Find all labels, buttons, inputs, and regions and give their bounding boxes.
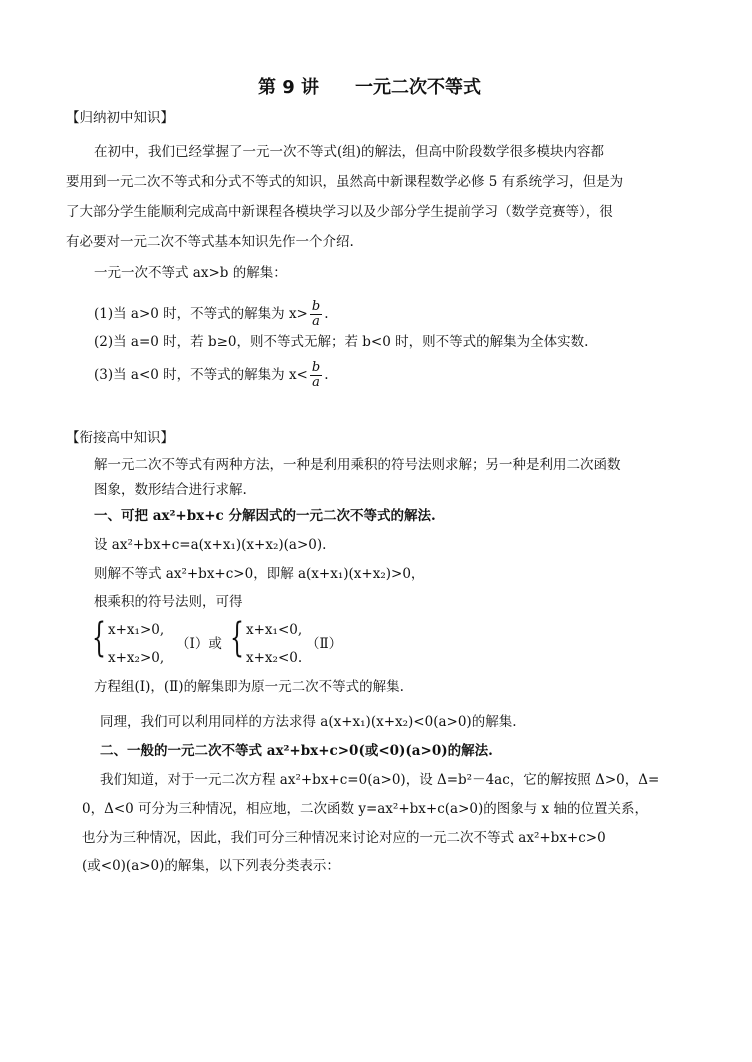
paragraph-line: 图象，数形结合进行求解.: [94, 482, 247, 498]
case-1-text: (1)当 a>0 时，不等式的解集为 x>: [94, 306, 308, 322]
similar-method-line: 同理，我们可以利用同样的方法求得 a(x+x₁)(x+x₂)<0(a>0)的解集.: [100, 714, 517, 730]
page-title: 第 9 讲 一元二次不等式: [258, 77, 482, 98]
factorization-line: 设 ax²+bx+c=a(x+x₁)(x+x₂)(a>0).: [94, 537, 327, 553]
subsection-2-title: 二、一般的一元二次不等式 ax²+bx+c>0(或<0)(a>0)的解法.: [100, 743, 493, 759]
fraction-b-over-a: $\frac{b}{a}$: [311, 299, 321, 329]
section-heading-senior: 【衔接高中知识】: [66, 430, 174, 446]
system-2-top: x+x₁<0,: [246, 622, 303, 638]
case-2: (2)当 a=0 时，若 b≥0，则不等式无解；若 b<0 时，则不等式的解集为全体实数.: [94, 334, 589, 350]
system-1-top: x+x₁>0,: [108, 622, 165, 638]
system-2-label: （Ⅱ）: [306, 636, 343, 652]
case-1: (1)当 a>0 时，不等式的解集为 x> $\frac{b}{a}$ .: [94, 299, 329, 329]
system-conclusion: 方程组(Ⅰ)，(Ⅱ)的解集即为原一元二次不等式的解集.: [94, 679, 404, 695]
factorization-line: 根乘积的符号法则，可得: [94, 594, 243, 610]
left-brace-system-1: {: [92, 615, 106, 661]
paragraph-line: 解一元二次不等式有两种方法，一种是利用乘积的符号法则求解；另一种是利用二次函数: [94, 457, 621, 473]
subsection-1-title: 一、可把 ax²+bx+c 分解因式的一元二次不等式的解法.: [94, 508, 436, 524]
paragraph-line: 要用到一元二次不等式和分式不等式的知识，虽然高中新课程数学必修 5 有系统学习，但是为: [66, 174, 624, 190]
factorization-line: 则解不等式 ax²+bx+c>0，即解 a(x+x₁)(x+x₂)>0，: [94, 566, 425, 582]
case-3-text: (3)当 a<0 时，不等式的解集为 x<: [94, 367, 308, 383]
case-3: (3)当 a<0 时，不等式的解集为 x< $\frac{b}{a}$ .: [94, 360, 329, 390]
paragraph-line: 了大部分学生能顺利完成高中新课程各模块学习以及少部分学生提前学习（数学竞赛等），很: [66, 204, 613, 220]
paragraph-line: 我们知道，对于一元二次方程 ax²+bx+c=0(a>0)，设 Δ=b²－4ac，它的解按照 Δ>0，Δ=: [100, 772, 660, 788]
system-2-bottom: x+x₂<0.: [246, 650, 303, 666]
section-heading-junior: 【归纳初中知识】: [66, 110, 174, 126]
paragraph-line: 0，Δ<0 可分为三种情况，相应地，二次函数 y=ax²+bx+c(a>0)的图象与 x 轴的位置关系，: [82, 801, 648, 817]
paragraph-line: (或<0)(a>0)的解集，以下列表分类表示：: [82, 858, 340, 874]
system-1-label: （Ⅰ）或: [176, 636, 222, 652]
system-1-bottom: x+x₂>0,: [108, 650, 165, 666]
fraction-b-over-a: $\frac{b}{a}$: [311, 360, 321, 390]
linear-inequality-intro: 一元一次不等式 ax>b 的解集：: [94, 265, 287, 281]
paragraph-line: 也分为三种情况，因此，我们可分三种情况来讨论对应的一元二次不等式 ax²+bx+c>0: [82, 830, 606, 846]
left-brace-system-2: {: [230, 615, 244, 661]
paragraph-line: 在初中，我们已经掌握了一元一次不等式(组)的解法，但高中阶段数学很多模块内容都: [94, 144, 605, 160]
paragraph-line: 有必要对一元二次不等式基本知识先作一个介绍.: [66, 234, 354, 250]
